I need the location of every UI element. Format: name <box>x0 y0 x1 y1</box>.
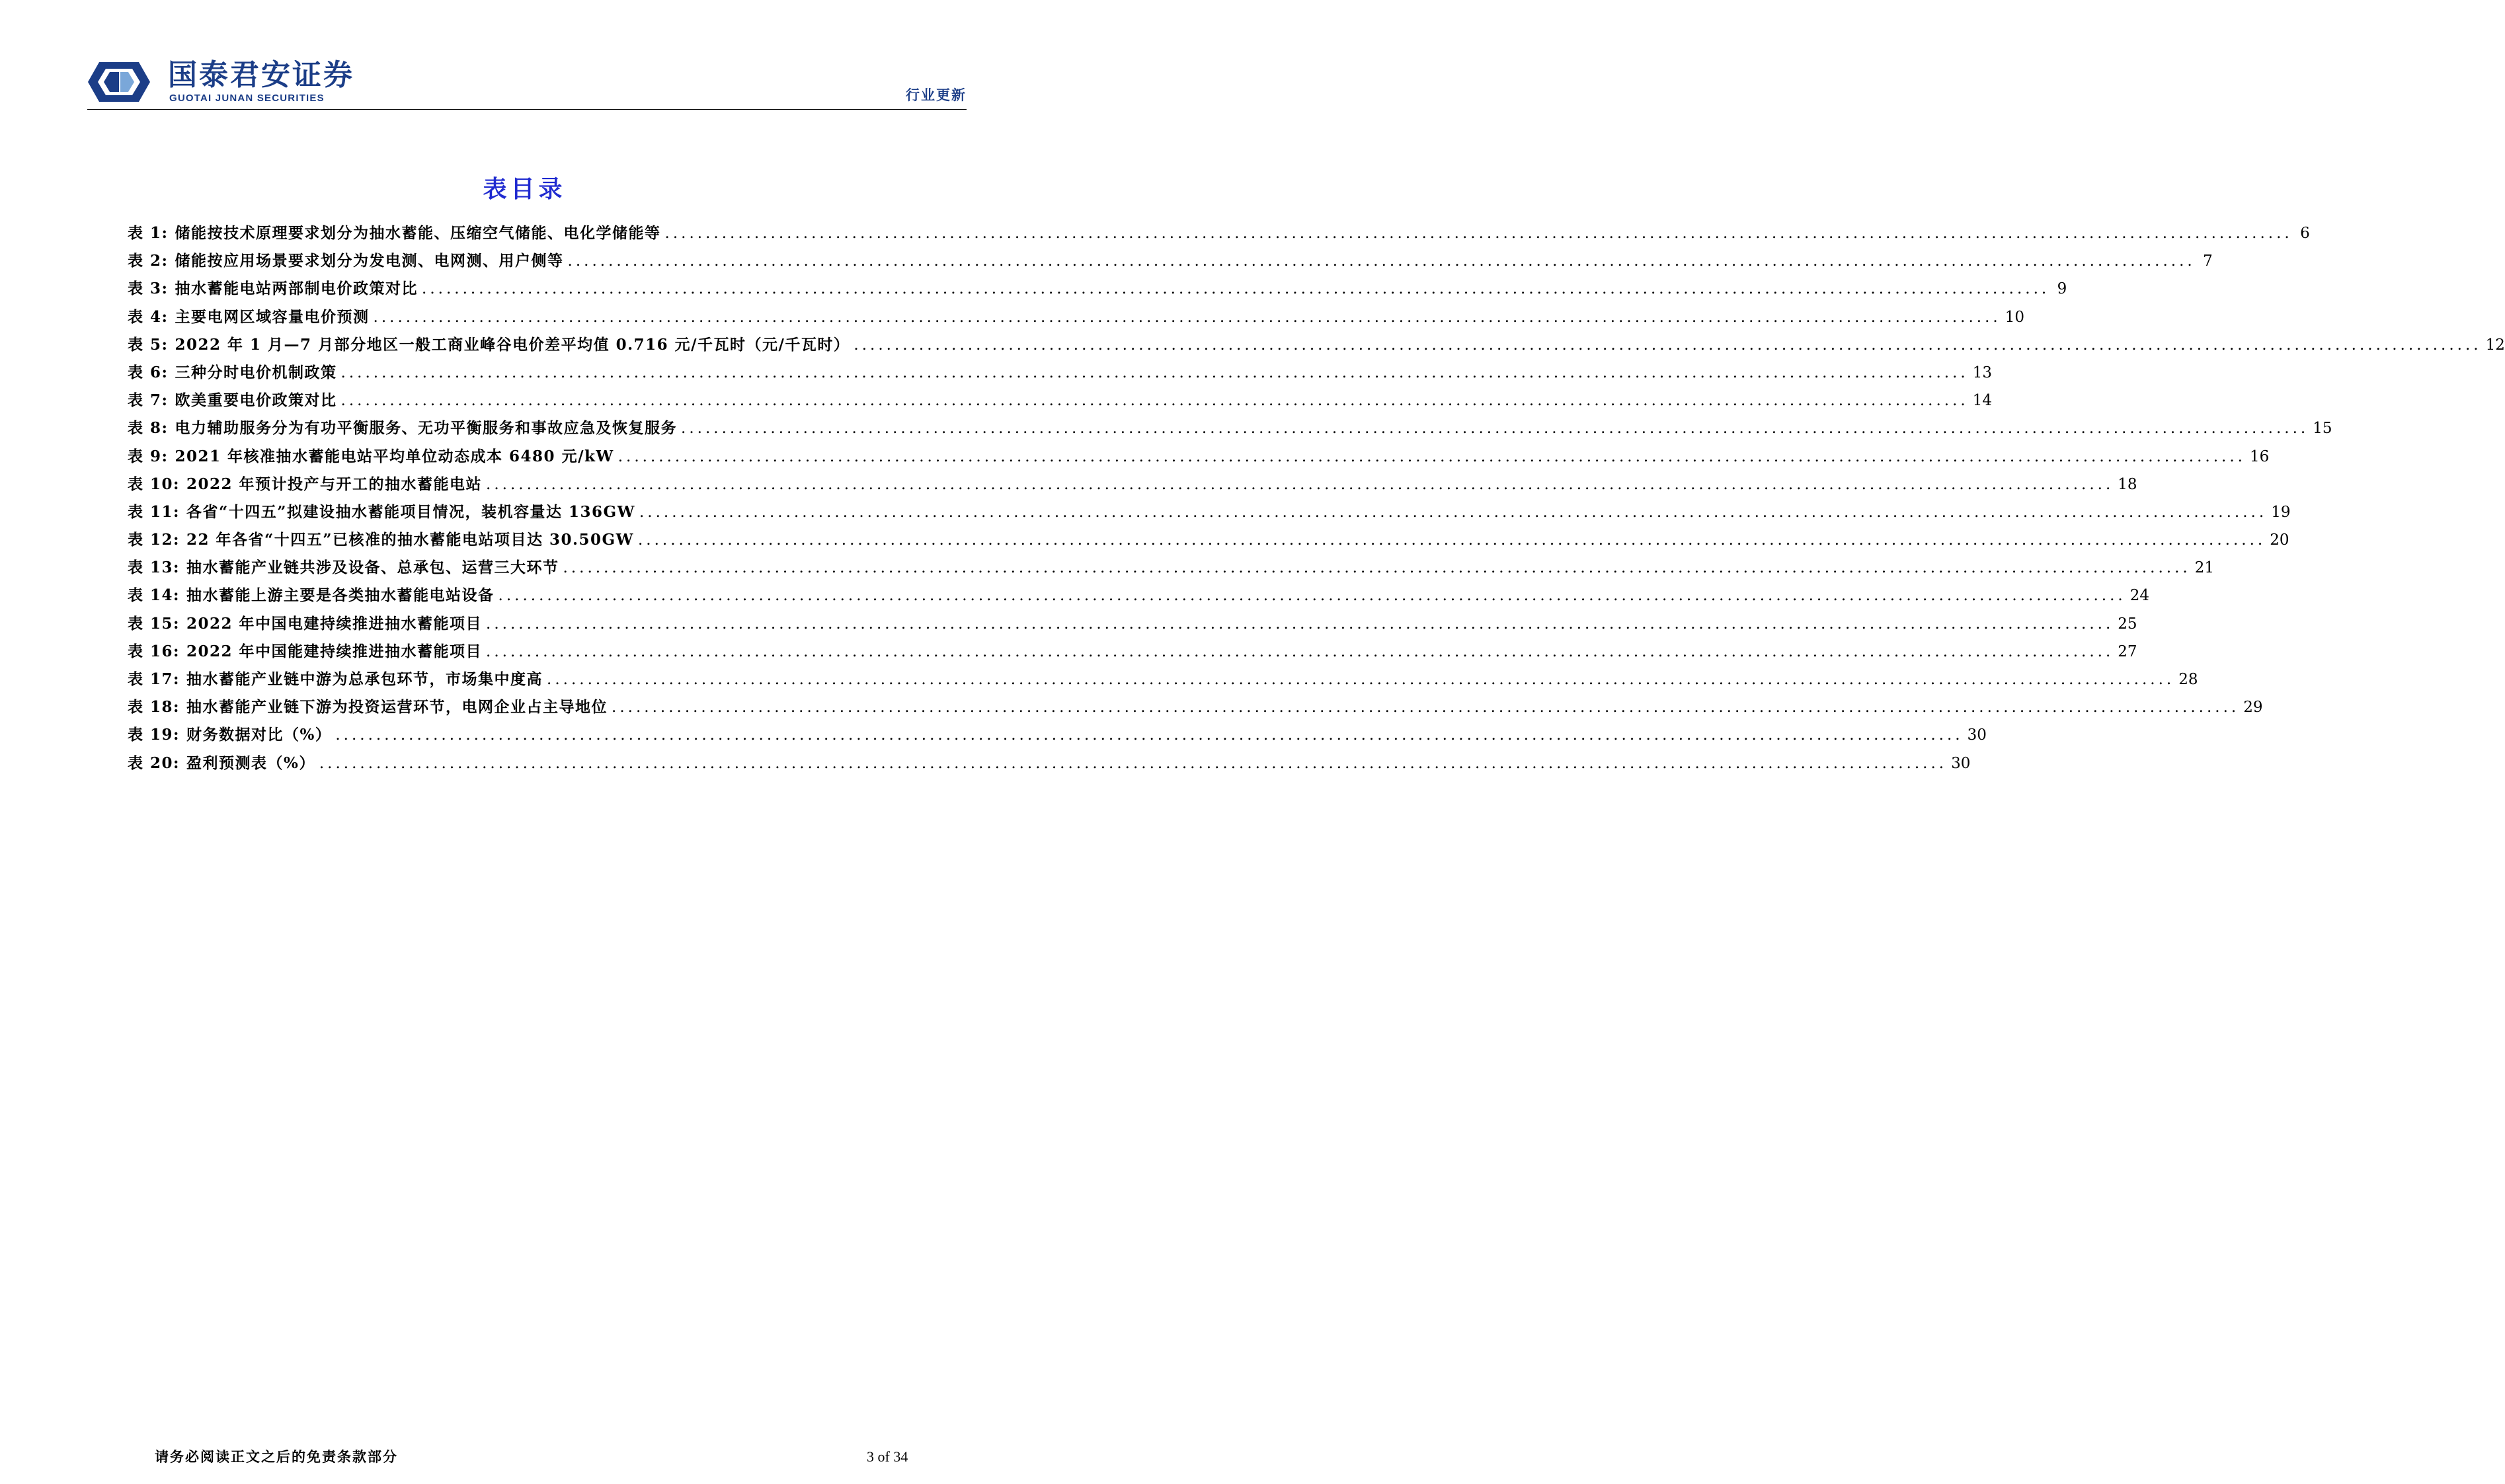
toc-entry-title: 抽水蓄能产业链中游为总承包环节，市场集中度高 <box>186 670 543 688</box>
toc-entry-page: 7 <box>2203 253 2213 270</box>
toc-entry[interactable] <box>128 751 1971 779</box>
toc-entry[interactable] <box>128 360 1993 388</box>
toc-entry-title: 电力辅助服务分为有功平衡服务、无功平衡服务和事故应急及恢复服务 <box>175 419 678 438</box>
toc-entry-page: 14 <box>1972 392 1993 410</box>
toc-entry-title: 2022 年预计投产与开工的抽水蓄能电站 <box>186 475 483 493</box>
toc-dot-leader: ........................................................................................................................................................................................................ <box>340 364 1969 381</box>
toc-entry[interactable] <box>128 695 2263 722</box>
toc-entry-label: 表 1: <box>128 224 169 242</box>
toc-entry-label: 表 16: <box>128 642 180 660</box>
page-header <box>87 58 967 110</box>
toc-entry[interactable] <box>128 500 2291 527</box>
toc-entry[interactable] <box>128 667 2198 695</box>
toc-dot-leader: ........................................................................................................................................................................................................ <box>486 475 2114 493</box>
toc-dot-leader: ........................................................................................................................................................................................................ <box>617 448 2246 465</box>
toc-dot-leader: ........................................................................................................................................................................................................ <box>664 225 2293 242</box>
toc-entry-page: 16 <box>2249 448 2270 465</box>
toc-entry-title: 抽水蓄能上游主要是各类抽水蓄能电站设备 <box>186 586 495 605</box>
toc-entry-title: 22 年各省“十四五”已核准的抽水蓄能电站项目达 30.50GW <box>186 531 634 549</box>
toc-dot-leader: ........................................................................................................................................................................................................ <box>486 643 2114 660</box>
toc-entry-page: 27 <box>2118 643 2137 660</box>
toc-entry-page: 29 <box>2243 699 2263 717</box>
toc-dot-leader: ........................................................................................................................................................................................................ <box>567 253 2196 270</box>
toc-dot-leader: ........................................................................................................................................................................................................ <box>612 699 2240 717</box>
toc-entry-page: 25 <box>2118 615 2137 633</box>
toc-entry-label: 表 2: <box>128 252 169 270</box>
toc-entry-label: 表 14: <box>128 586 180 605</box>
toc-entry-label: 表 20: <box>128 754 180 772</box>
toc-dot-leader: ........................................................................................................................................................................................................ <box>639 503 2268 521</box>
footer-disclaimer[interactable]: 请务必阅读正文之后的免责条款部分 <box>155 1448 398 1465</box>
toc-dot-leader: ........................................................................................................................................................................................................ <box>319 754 1948 772</box>
toc-dot-leader: ........................................................................................................................................................................................................ <box>638 531 2266 549</box>
guotai-junan-logo-icon <box>87 61 151 103</box>
toc-entry-page: 13 <box>1972 364 1993 381</box>
toc-entry-page: 18 <box>2118 475 2137 493</box>
toc-entry-title: 抽水蓄能产业链下游为投资运营环节，电网企业占主导地位 <box>186 698 608 717</box>
toc-dot-leader: ........................................................................................................................................................................................................ <box>486 615 2114 633</box>
toc-entry-page: 20 <box>2270 531 2289 549</box>
page-number: 3 of 34 <box>867 1448 908 1465</box>
toc-dot-leader: ........................................................................................................................................................................................................ <box>335 726 1964 744</box>
company-name-en: GUOTAI JUNAN SECURITIES <box>169 93 325 104</box>
toc-entry-label: 表 9: <box>128 447 169 465</box>
toc-dot-leader: ........................................................................................................................................................................................................ <box>547 671 2175 688</box>
toc-entry-label: 表 4: <box>128 307 169 326</box>
toc-entry-title: 2022 年中国能建持续推进抽水蓄能项目 <box>186 642 483 660</box>
toc-entry-title: 各省“十四五”拟建设抽水蓄能项目情况，装机容量达 136GW <box>186 502 635 521</box>
toc-entry[interactable] <box>128 583 2150 611</box>
toc-dot-leader: ........................................................................................................................................................................................................ <box>681 420 2309 438</box>
toc-entry-label: 表 15: <box>128 614 180 633</box>
toc-entry-title: 2022 年 1 月—7 月部分地区一般工商业峰谷电价差平均值 0.716 元/千瓦时（元/千瓦时） <box>175 335 850 354</box>
toc-entry[interactable] <box>128 388 1993 416</box>
toc-entry[interactable] <box>128 472 2137 500</box>
toc-entry-page: 6 <box>2300 225 2310 242</box>
toc-entry[interactable] <box>128 276 2067 304</box>
toc-entry[interactable] <box>128 444 2270 472</box>
toc-entry-title: 欧美重要电价政策对比 <box>175 391 337 410</box>
toc-dot-leader: ........................................................................................................................................................................................................ <box>563 559 2191 577</box>
header-divider <box>87 109 967 110</box>
toc-entry-label: 表 17: <box>128 670 180 688</box>
toc-entry[interactable] <box>128 305 2025 332</box>
toc-entry-label: 表 18: <box>128 698 180 717</box>
toc-entry-title: 2021 年核准抽水蓄能电站平均单位动态成本 6480 元/kW <box>175 447 614 465</box>
toc-dot-leader: ........................................................................................................................................................................................................ <box>422 280 2050 298</box>
toc-entry-page: 24 <box>2129 587 2150 605</box>
toc-entry[interactable] <box>128 221 2310 249</box>
report-type: 行业更新 <box>906 87 967 103</box>
toc-entry-label: 表 7: <box>128 391 169 410</box>
toc-entry-label: 表 8: <box>128 419 169 438</box>
toc-entry-label: 表 10: <box>128 475 180 493</box>
toc-entry-page: 28 <box>2178 671 2198 688</box>
toc-entry-label: 表 6: <box>128 363 169 381</box>
toc-entry[interactable] <box>128 555 2215 583</box>
toc-entry-page: 10 <box>2005 308 2025 326</box>
toc-entry-page: 30 <box>1967 726 1987 744</box>
toc-entry-title: 主要电网区域容量电价预测 <box>175 307 370 326</box>
toc-entry-title: 2022 年中国电建持续推进抽水蓄能项目 <box>186 614 483 633</box>
toc-entry-page: 12 <box>2485 336 2505 354</box>
table-of-tables <box>128 221 2505 779</box>
toc-entry-title: 抽水蓄能电站两部制电价政策对比 <box>175 280 418 298</box>
toc-entry-label: 表 5: <box>128 335 169 354</box>
toc-entry[interactable] <box>128 332 2505 360</box>
toc-entry-page: 19 <box>2271 503 2291 521</box>
toc-entry-title: 抽水蓄能产业链共涉及设备、总承包、运营三大环节 <box>186 559 559 577</box>
toc-entry[interactable] <box>128 611 2137 639</box>
toc-entry-label: 表 11: <box>128 502 180 521</box>
toc-entry-label: 表 12: <box>128 531 180 549</box>
toc-dot-leader: ........................................................................................................................................................................................................ <box>340 392 1969 410</box>
toc-entry-title: 储能按技术原理要求划分为抽水蓄能、压缩空气储能、电化学储能等 <box>175 224 661 242</box>
toc-entry-page: 21 <box>2194 559 2215 577</box>
toc-entry[interactable] <box>128 249 2213 276</box>
toc-title: 表目录 <box>483 175 567 203</box>
toc-entry[interactable] <box>128 527 2289 555</box>
toc-entry-page: 15 <box>2313 420 2332 438</box>
toc-dot-leader: ........................................................................................................................................................................................................ <box>373 308 2001 326</box>
toc-entry-page: 9 <box>2057 280 2067 298</box>
toc-entry-label: 表 19: <box>128 726 180 744</box>
toc-entry-title: 储能按应用场景要求划分为发电测、电网测、用户侧等 <box>175 252 564 270</box>
toc-entry-label: 表 13: <box>128 559 180 577</box>
company-name-cn: 国泰君安证券 <box>168 58 354 92</box>
toc-entry-title: 盈利预测表（%） <box>186 754 315 772</box>
toc-dot-leader: ........................................................................................................................................................................................................ <box>498 587 2126 605</box>
toc-entry-title: 财务数据对比（%） <box>186 726 332 744</box>
toc-entry[interactable] <box>128 639 2137 667</box>
toc-entry-title: 三种分时电价机制政策 <box>175 363 337 381</box>
toc-entry-page: 30 <box>1951 754 1971 772</box>
toc-entry[interactable] <box>128 416 2332 444</box>
toc-entry-label: 表 3: <box>128 280 169 298</box>
toc-dot-leader: ........................................................................................................................................................................................................ <box>854 336 2482 354</box>
toc-entry[interactable] <box>128 722 1987 750</box>
